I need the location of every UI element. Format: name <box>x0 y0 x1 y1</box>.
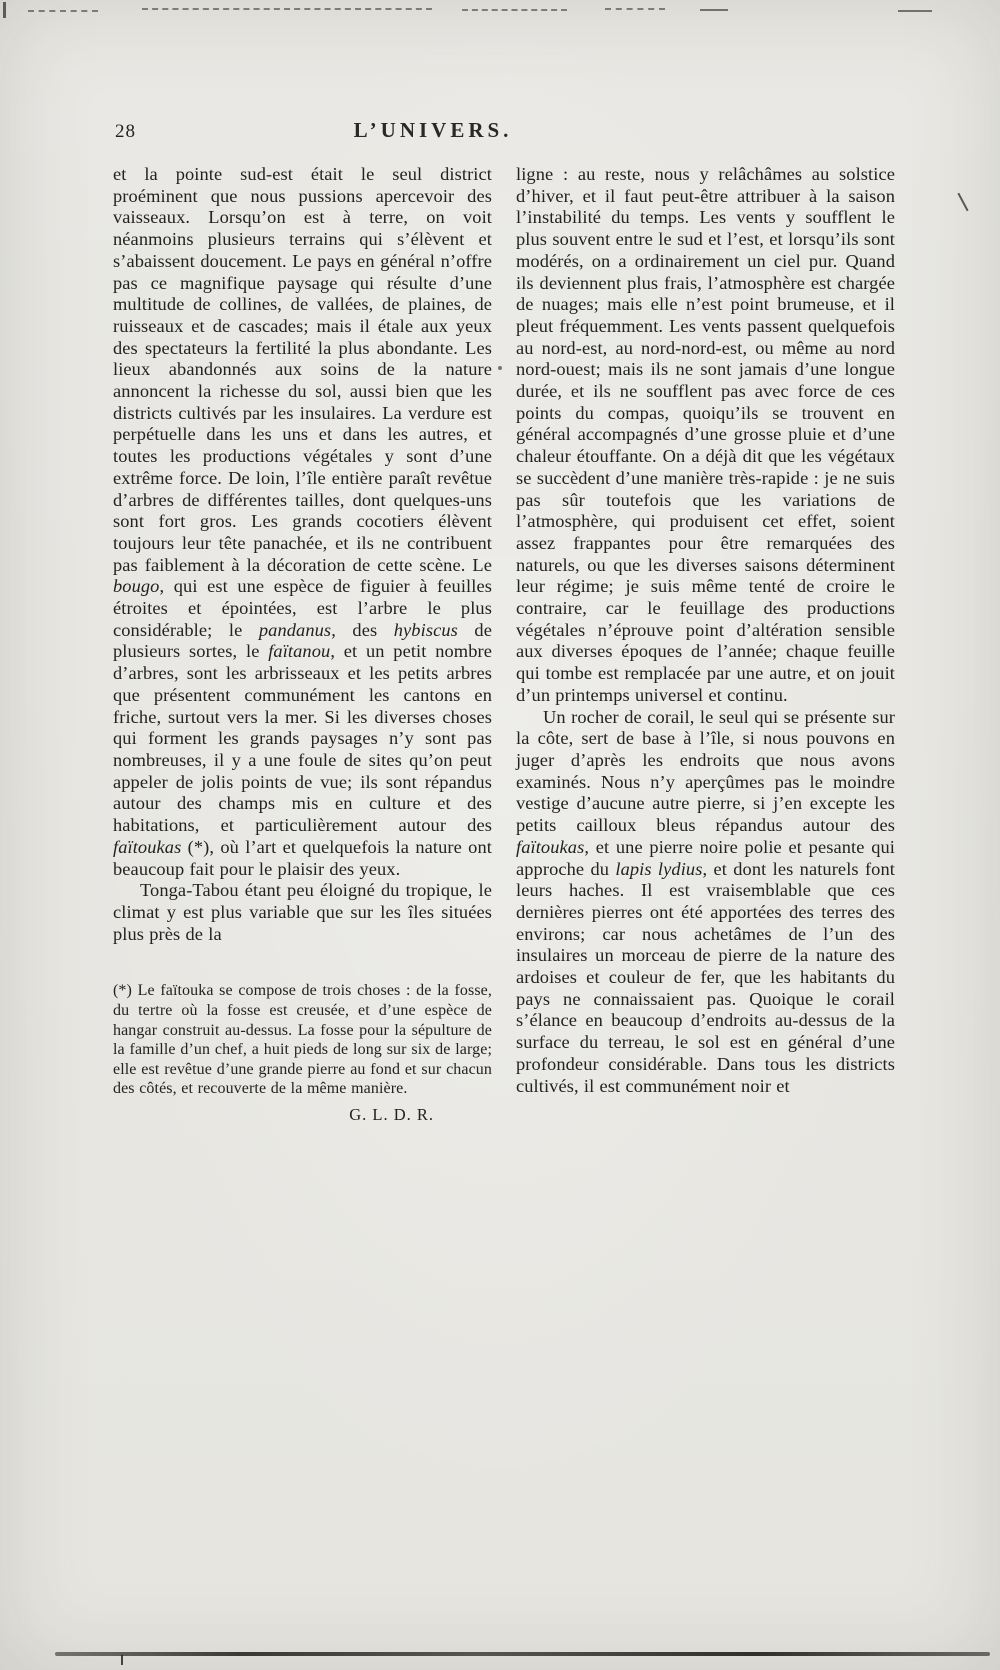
text-run: Tonga-Tabou étant peu éloigné du tropique, le climat y est plus variable que sur les îles situées plus près de la <box>113 880 492 944</box>
scan-artifact-top-dash <box>142 8 432 10</box>
text-run: , et une pierre noire polie et pesante qui approche du <box>516 836 895 879</box>
text-run: (*), où l’art et quelquefois la nature ont beaucoup fait pour le plaisir des yeux. <box>113 836 492 879</box>
text-run: , qui est une espèce de figuier à feuilles étroites et épointées, est l’arbre le plus considérable; le <box>113 576 492 640</box>
text-run: (*) Le faïtouka se compose de trois choses : de la fosse, du tertre où la fosse est creusée, et d’une espèce de hangar construit au-dessus. La fosse pour la sépulture de la famille d’un chef, a huit pieds de long sur six de large; elle est revêtue d’une grande pierre au fond et sur chacun des côtés, et recouverte de la même manière. <box>113 982 492 1098</box>
footnote <box>113 981 492 1125</box>
italic-term: faïtanou <box>268 641 331 662</box>
footnote-signature: G. L. D. R. <box>349 1104 434 1124</box>
italic-term: faïtoukas <box>113 836 182 857</box>
paragraph <box>516 164 895 707</box>
italic-term: faïtoukas <box>516 836 585 857</box>
scan-artifact-top-dash <box>700 9 728 11</box>
footnote-text <box>113 981 492 1099</box>
page-number: 28 <box>115 121 136 142</box>
scan-artifact-top-dash <box>462 9 567 11</box>
scan-artifact-top-dash <box>28 10 98 12</box>
italic-term: pandanus <box>258 619 332 640</box>
italic-term: hybiscus <box>393 619 458 640</box>
scan-artifact-top-dash <box>605 8 665 10</box>
scan-artifact-corner <box>3 2 6 18</box>
paragraph <box>516 707 895 1098</box>
text-run: et la pointe sud-est était le seul district proéminent que nous pussions apercevoir des vaisseaux. Lorsqu’on est à terre, on voit néanmoins plusieurs terrains qui s’élèvent et s’abaissent doucement. Le pays en général n’offre pas ce magnifique paysage qui résulte d’une multitude de collines, de vallées, de plaines, de ruisseaux et de cascades; mais il étale aux yeux des spectateurs la fertilité la plus abondante. Les lieux abandonnés aux soins de la nature annoncent la richesse du sol, aussi bien que les districts cultivés par les insulaires. La verdure est perpétuelle dans les uns et dans les autres, et toutes les productions végétales y sont d’une extrême force. De loin, l’île entière paraît revêtue d’arbres de différentes tailles, dont quelques-uns sont fort gros. Les grands cocotiers élèvent toujours leur tête panachée, et ils ne contribuent pas faiblement à la décoration de cette scène. Le <box>113 164 492 575</box>
text-run: , et dont les naturels font leurs haches. Il est vraisemblable que ces dernières pierres ont été apportées des terres des environs; car nous achetâmes de l’un des insulaires un morceau de pierre de la nature des ardoises et couleur de fer, que les habitants du pays ne connaissaient pas. Quoique le corail s’élance en beaucoup d’endroits au-dessus de la surface du terreau, le sol est en général d’une profondeur considérable. Dans tous les districts cultivés, il est communément noir et <box>516 858 895 1096</box>
paragraph <box>113 981 492 1099</box>
paragraph <box>113 164 492 880</box>
text-run: , des <box>331 619 394 640</box>
text-columns <box>113 164 895 1125</box>
left-column <box>113 164 492 1125</box>
right-column-text <box>516 164 895 1097</box>
page-header <box>113 118 893 146</box>
left-column-text <box>113 164 492 945</box>
text-run: de plusieurs sortes, le <box>113 619 492 662</box>
right-column <box>516 164 895 1125</box>
scan-artifact-bottom-edge <box>55 1652 990 1656</box>
paragraph <box>113 880 492 945</box>
header-title: L’UNIVERS. <box>353 118 513 142</box>
italic-term: bougo <box>113 576 160 597</box>
text-run: , et un petit nombre d’arbres, sont les arbrisseaux et les petits arbres que présentent communément les cantons en friche, surtout vers la mer. Si les diverses choses qui forment les grands paysages n’y sont pas nombreuses, il y a une foule de sites qu’on peut appeler de jolis points de vue; ils sont répandus autour des champs mis en culture et des habitations, et particulièrement autour des <box>113 641 492 836</box>
scan-artifact-bottom-tick <box>121 1655 123 1665</box>
text-run: Un rocher de corail, le seul qui se présente sur la côte, sert de base à l’île, si nous pouvons en juger d’après les endroits que nous avons examinés. Nous n’y aperçûmes pas le moindre vestige d’aucune autre pierre, si j’en excepte les petits cailloux bleus répandus autour des <box>516 706 895 836</box>
scan-artifact-stray-stroke <box>957 193 968 212</box>
text-run: ligne : au reste, nous y relâchâmes au solstice d’hiver, et il faut peut-être attribuer à la saison l’instabilité du temps. Les vents y soufflent le plus souvent entre le sud et l’est, et lorsqu’ils sont modérés, on a ordinairement un ciel pur. Quand ils deviennent plus frais, l’atmosphère est chargée de nuages; mais elle n’est point brumeuse, et il pleut fréquemment. Les vents passent quelquefois au nord-est, au nord-nord-est, ou même au nord nord-ouest; mais ils ne sont jamais d’une longue durée, et ils ne soufflent pas avec force de ces points du compas, quoiqu’ils se trouvent en général accompagnés d’une grosse pluie et d’une chaleur étouffante. On a déjà dit que les végétaux se succèdent d’une manière très-rapide : je ne suis pas sûr toutefois que les variations de l’atmosphère, qui produisent cet effet, soient assez frappantes pour être remarquées des naturels, ou que les diverses saisons déterminent leur régime; je suis même tenté de croire le contraire, car le feuillage des productions végétales n’éprouve point d’altération sensible aux diverses époques de l’année; chaque feuille qui tombe est remplacée par une autre, et on jouit d’un printemps universel et continu. <box>516 164 895 705</box>
italic-term: lapis lydius <box>615 858 703 879</box>
scan-artifact-top-dash <box>898 10 932 12</box>
